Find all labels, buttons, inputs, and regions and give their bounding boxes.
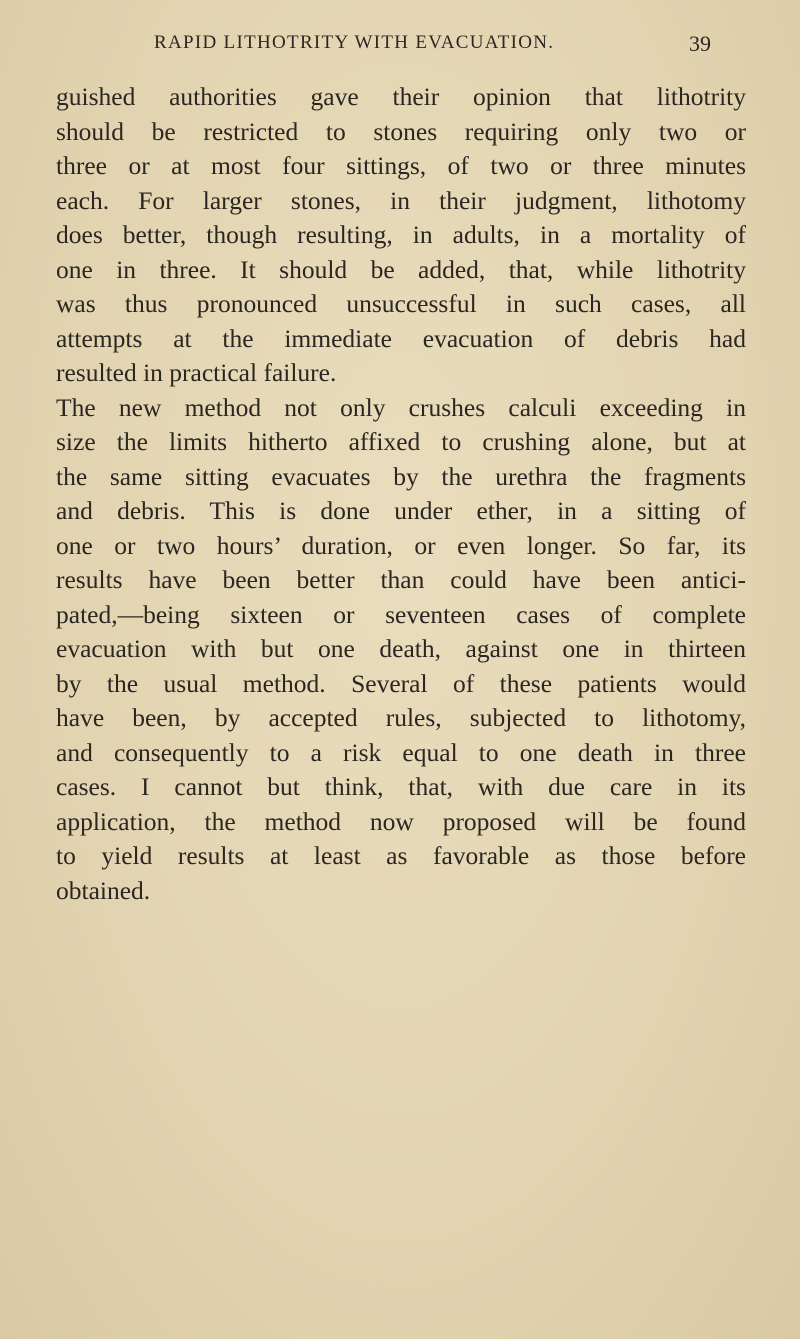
text-line: one in three. It should be added, that, while lithotrity [56,254,746,284]
text-line: by the usual method. Several of these patients would [56,668,746,698]
text-line: and consequently to a risk equal to one death in three [56,737,746,767]
text-line: was thus pronounced unsuccessful in such cases, all [56,289,746,318]
text-line: pated,—being sixteen or seventeen cases of complete [56,599,746,629]
text-line: and debris. This is done under ether, in a sitting of [56,496,746,525]
text-line: evacuation with but one death, against one in thirteen [56,634,746,663]
text-line: application, the method now proposed will be found [56,806,746,836]
running-title: RAPID LITHOTRITY WITH EVACUATION. [154,32,555,53]
body-text [56,80,746,908]
text-line: one or two hours’ duration, or even longer. So far, its [56,530,746,560]
page-number: 39 [689,31,711,56]
text-line: results have been better than could have been antici- [56,565,746,594]
text-line: resulted in practical failure. [56,358,337,387]
text-line: each. For larger stones, in their judgment, lithotomy [56,185,746,215]
text-line: The new method not only crushes calculi exceeding in [56,392,746,422]
text-line: does better, though resulting, in adults, in a mortality of [56,220,746,249]
text-line: to yield results at least as favorable as those before [56,841,746,870]
text-line: attempts at the immediate evacuation of debris had [56,323,746,353]
text-line: have been, by accepted rules, subjected to lithotomy, [56,703,746,732]
text-line: three or at most four sittings, of two or three minutes [56,151,746,180]
text-line: the same sitting evacuates by the urethra the fragments [56,461,746,491]
text-line: cases. I cannot but think, that, with due care in its [56,772,746,801]
running-head [0,32,800,62]
text-line: guished authorities gave their opinion that lithotrity [56,82,746,111]
text-line: size the limits hitherto affixed to crushing alone, but at [56,427,746,456]
text-line: obtained. [56,875,151,905]
text-line: should be restricted to stones requiring only two or [56,116,746,146]
